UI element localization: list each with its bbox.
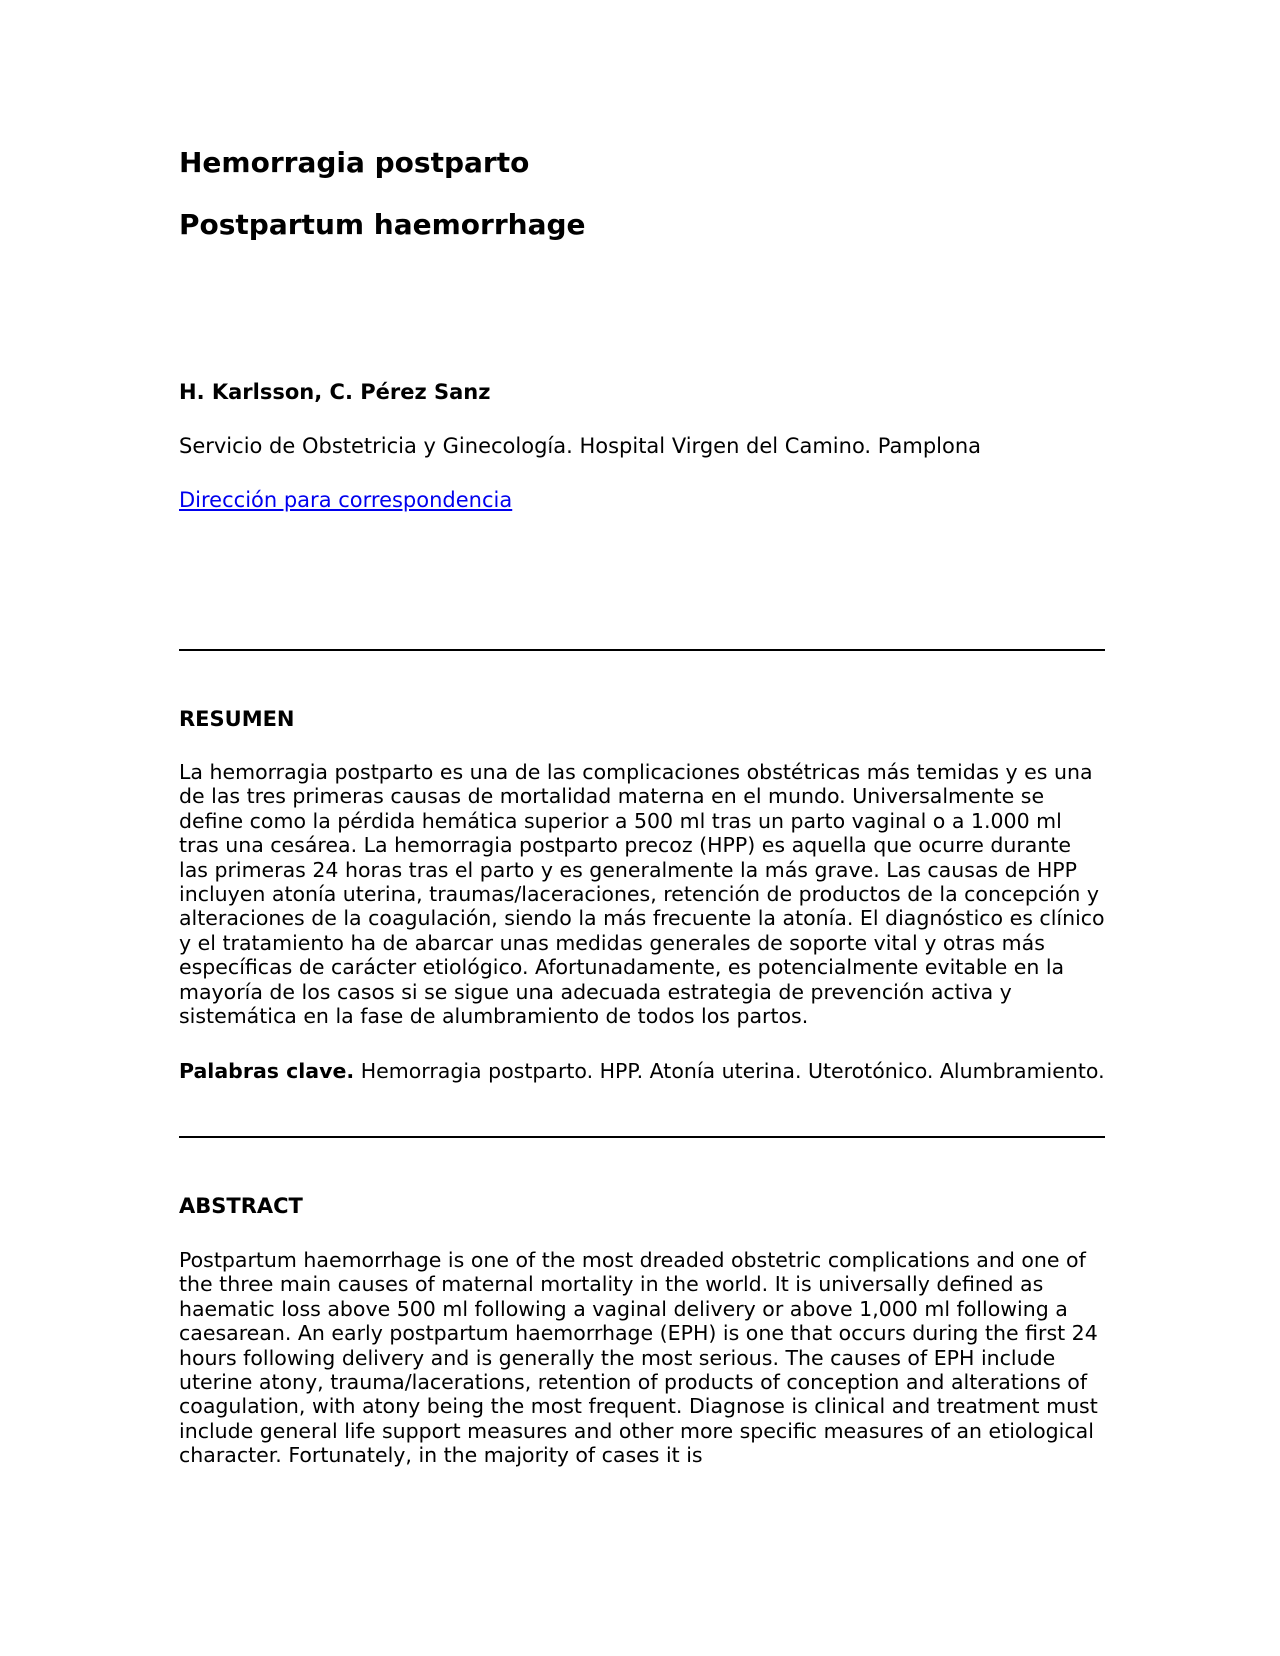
keywords-label: Palabras clave. — [179, 1059, 355, 1083]
section-divider-bottom — [179, 1136, 1105, 1138]
author-list: H. Karlsson, C. Pérez Sanz — [179, 380, 491, 404]
keywords-paragraph — [179, 1059, 1105, 1083]
abstract-heading: ABSTRACT — [179, 1194, 303, 1218]
keywords-list: Hemorragia postparto. HPP. Atonía uterina. Uterotónico. Alumbramiento. — [354, 1059, 1105, 1083]
affiliation: Servicio de Obstetricia y Ginecología. Hospital Virgen del Camino. Pamplona — [179, 434, 982, 458]
article-title-spanish: Hemorragia postparto — [179, 146, 530, 179]
correspondence-link[interactable]: Dirección para correspondencia — [179, 488, 513, 512]
section-divider-top — [179, 649, 1105, 651]
resumen-heading: RESUMEN — [179, 707, 295, 731]
article-title-english: Postpartum haemorrhage — [179, 208, 586, 241]
abstract-paragraph: Postpartum haemorrhage is one of the most dreaded obstetric complications and one of the three main causes of maternal mortality in the world. It is universally defined as haematic loss above 500 ml following a vaginal delivery or above 1,000 ml following a caesarean. An early postpartum haemorrhage (EPH) is one that occurs during the first 24 hours following delivery and is generally the most serious. The causes of EPH include uterine atony, trauma/lacerations, retention of products of conception and alterations of coagulation, with atony being the most frequent. Diagnose is clinical and treatment must include general life support measures and other more specific measures of an etiological character. Fortunately, in the majority of cases it is — [179, 1248, 1098, 1468]
resumen-paragraph: La hemorragia postparto es una de las complicaciones obstétricas más temidas y es una de las tres primeras causas de mortalidad materna en el mundo. Universalmente se define como la pérdida hemática superior a 500 ml tras un parto vaginal o a 1.000 ml tras una cesárea. La hemorragia postparto precoz (HPP) es aquella que ocurre durante las primeras 24 horas tras el parto y es generalmente la más grave. Las causas de HPP incluyen atonía uterina, traumas/laceraciones, retención de productos de la concepción y alteraciones de la coagulación, siendo la más frecuente la atonía. El diagnóstico es clínico y el tratamiento ha de abarcar unas medidas generales de soporte vital y otras más específicas de carácter etiológico. Afortunadamente, es potencialmente evitable en la mayoría de los casos si se sigue una adecuada estrategia de prevención activa y sistemática en la fase de alumbramiento de todos los partos. — [179, 760, 1105, 1029]
